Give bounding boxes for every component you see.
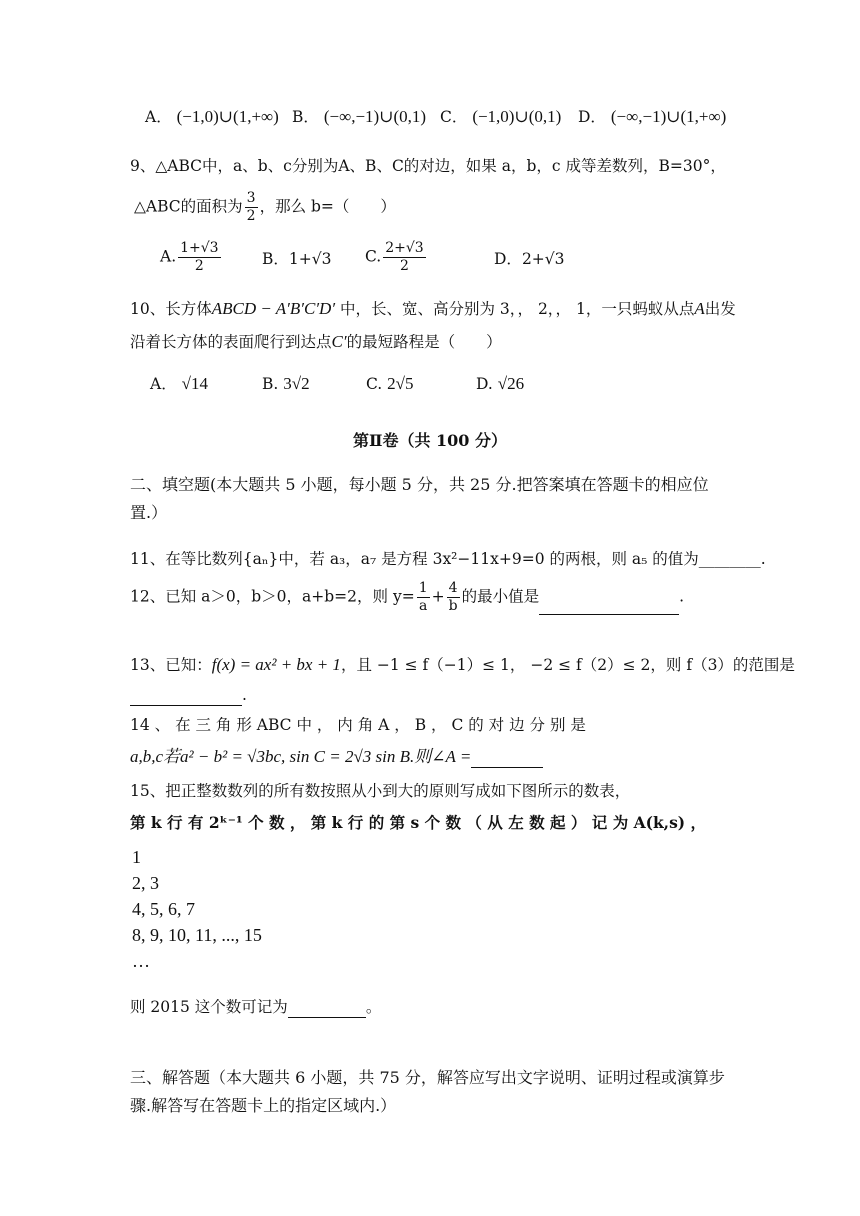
q13-line1: 13、已知：f(x) = ax² + bx + 1，且 −1 ≤ f（−1）≤ 1， −2 ≤ f（2）≤ 2，则 f（3）的范围是 (130, 655, 795, 674)
q13-line2: . (130, 684, 247, 706)
q9-option-b: B．1+√3 (262, 250, 332, 268)
q8-option-b: B． (−∞,−1)∪(0,1) (292, 107, 427, 126)
q14-line1: 14 、 在 三 角 形 ABC 中 ， 内 角 A ， B ， C 的 对 边 分 别 是 (130, 716, 586, 734)
q12: 12、已知 a＞0，b＞0，a+b=2，则 y= $\frac{1}{a}$ + $\frac{4}{b}$ 的最小值是 . (130, 580, 685, 614)
q9-option-a: A. $\frac{1+√3}{2}$ (160, 240, 219, 274)
section2-title: 第Ⅱ卷（共 100 分） (352, 431, 508, 450)
q13-answer-blank (130, 689, 242, 706)
q14-line2: a,b,c若a² − b² = √3bc, sin C = 2√3 sin B.则∠A = (130, 746, 543, 768)
number-table (132, 844, 262, 974)
number-table-row: … (132, 951, 150, 971)
q14-answer-blank (471, 751, 543, 768)
q8-option-d: D． (−∞,−1)∪(1,+∞) (578, 107, 727, 126)
q9-stem-line2: △ABC的面积为 $\frac{3}{2}$ ，那么 b=（ ） (134, 190, 396, 224)
q15-answer-blank (288, 1001, 366, 1018)
number-table-row: 4, 5, 6, 7 (132, 899, 195, 919)
q9-stem-line1: 9、△ABC中，a、b、c分别为A、B、C的对边，如果 a，b，c 成等差数列，B=30°， (130, 157, 726, 175)
q10-option-d: D. √26 (476, 374, 525, 393)
number-table-row: 2, 3 (132, 873, 159, 893)
q10-stem-line1: 10、长方体ABCD − A′B′C′D′ 中，长、宽、高分别为 3，， 2，， 1，一只蚂蚁从点A出发 (130, 299, 736, 318)
q15-answer-line: 则 2015 这个数可记为 。 (130, 998, 382, 1016)
q10-option-b: B. 3√2 (262, 374, 310, 393)
q8-option-a: A． (−1,0)∪(1,+∞) (145, 107, 279, 126)
q10-option-c: C. 2√5 (366, 374, 414, 393)
q9-option-d: D．2+√3 (494, 250, 565, 268)
q15-line1: 15、把正整数数列的所有数按照从小到大的原则写成如下图所示的数表， (130, 782, 631, 800)
q9-area-fraction: $\frac{3}{2}$ (246, 190, 256, 224)
q11: 11、在等比数列{aₙ}中，若 a₃，a₇ 是方程 3x²−11x+9=0 的两根，则 a₅ 的值为________. (130, 550, 766, 568)
q15-line2: 第 k 行 有 2ᵏ⁻¹ 个 数 ， 第 k 行 的 第 s 个 数 （ 从 左 数 起 ） 记 为 A(k,s) ， (130, 813, 707, 832)
q10-stem-line2: 沿着长方体的表面爬行到达点C′的最短路程是（ ） (130, 332, 502, 351)
number-table-row: 8, 9, 10, 11, ..., 15 (132, 925, 262, 945)
section3-heading: 三、解答题（本大题共 6 小题，共 75 分，解答应写出文字说明、证明过程或演算步骤.解答写在答题卡上的指定区域内.） (130, 1068, 725, 1115)
section2-heading: 二、填空题(本大题共 5 小题，每小题 5 分，共 25 分.把答案填在答题卡的相应位置.） (130, 475, 709, 522)
q9-option-c: C. $\frac{2+√3}{2}$ (365, 240, 424, 274)
q10-solid: ABCD − A′B′C′D′ (211, 299, 336, 318)
q8-option-c: C． (−1,0)∪(0,1) (440, 107, 562, 126)
q12-answer-blank (539, 598, 679, 615)
number-table-row: 1 (132, 847, 141, 867)
q10-option-a: A． √14 (150, 374, 208, 393)
